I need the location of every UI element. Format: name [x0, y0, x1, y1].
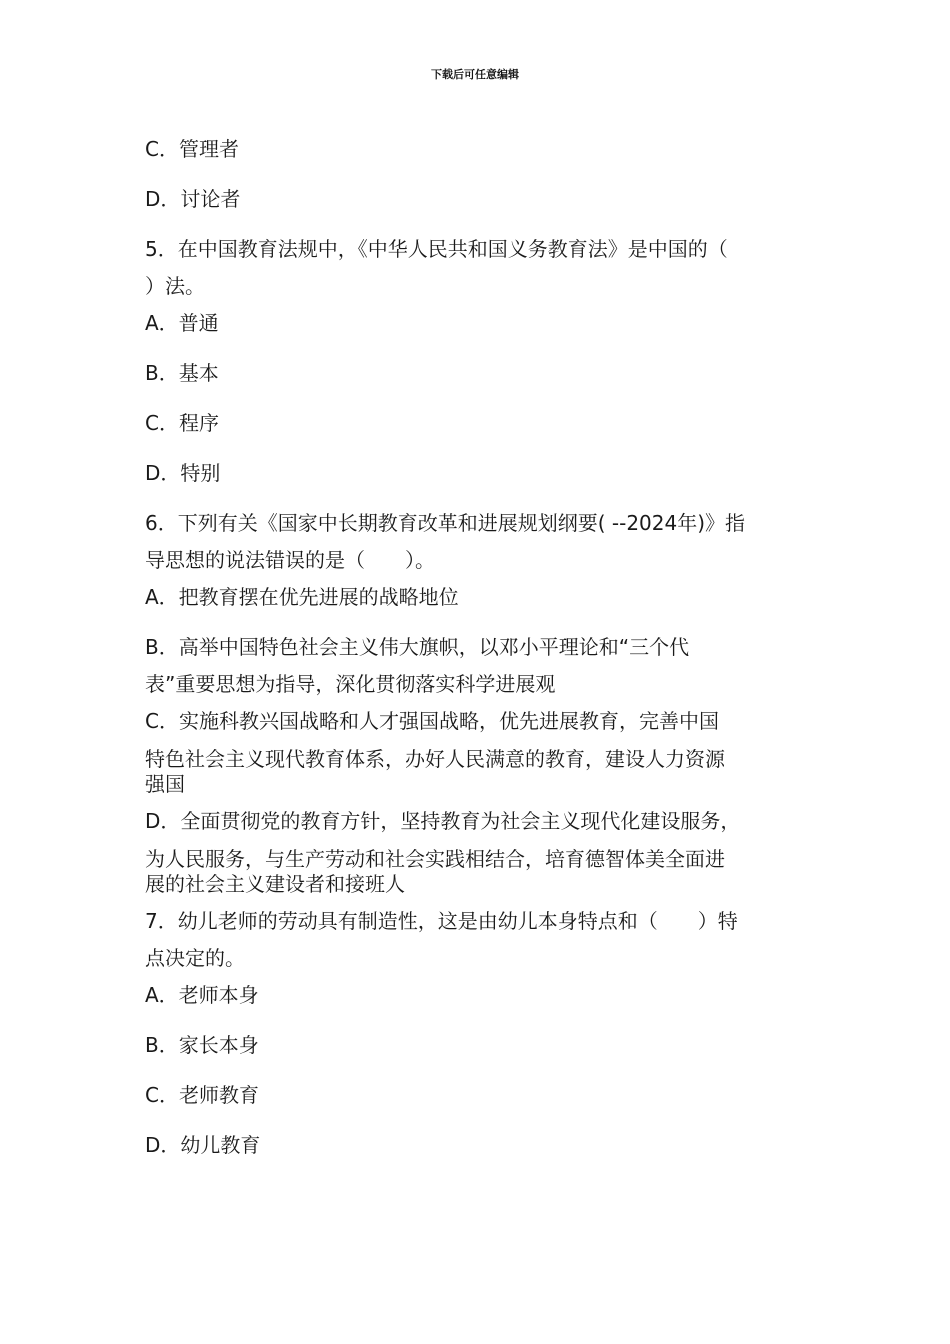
option-a-q6: A．把教育摆在优先进展的战略地位 [145, 585, 459, 609]
option-b-q5: B．基本 [145, 361, 219, 385]
option-d-q5: D．特别 [145, 461, 221, 485]
option-b-q6-line-2: 表”重要思想为指导，深化贯彻落实科学进展观 [145, 672, 556, 696]
option-c-q4: C．管理者 [145, 137, 239, 161]
option-c-q5: C．程序 [145, 411, 219, 435]
option-c-q7: C．老师教育 [145, 1083, 259, 1107]
question-6-line-2: 导思想的说法错误的是（ ）。 [145, 548, 435, 572]
option-a-q5: A．普通 [145, 311, 219, 335]
question-5-line-2: ）法。 [145, 274, 205, 298]
option-a-q7: A．老师本身 [145, 983, 259, 1007]
option-c-q6-line-1: C．实施科教兴国战略和人才强国战略，优先进展教育，完善中国 [145, 709, 719, 733]
page-header: 下载后可任意编辑 [431, 68, 519, 81]
option-d-q6-line-1: D．全面贯彻党的教育方针，坚持教育为社会主义现代化建设服务， [145, 809, 741, 833]
option-d-q6-line-2: 为人民服务，与生产劳动和社会实践相结合，培育德智体美全面进 [145, 847, 725, 871]
option-b-q6-line-1: B．高举中国特色社会主义伟大旗帜，以邓小平理论和“三个代 [145, 635, 690, 659]
option-d-q4: D．讨论者 [145, 187, 241, 211]
question-5-line-1: 5．在中国教育法规中，《中华人民共和国义务教育法》是中国的（ [145, 237, 728, 261]
option-d-q7: D．幼儿教育 [145, 1133, 261, 1157]
question-7-line-2: 点决定的。 [145, 946, 245, 970]
question-7-line-1: 7．幼儿老师的劳动具有制造性，这是由幼儿本身特点和（ ）特 [145, 909, 738, 933]
option-c-q6-line-3: 强国 [145, 772, 185, 796]
option-d-q6-line-3: 展的社会主义建设者和接班人 [145, 872, 405, 896]
option-b-q7: B．家长本身 [145, 1033, 259, 1057]
question-6-line-1: 6．下列有关《国家中长期教育改革和进展规划纲要( --2024年)》指 [145, 511, 746, 535]
option-c-q6-line-2: 特色社会主义现代教育体系，办好人民满意的教育，建设人力资源 [145, 747, 725, 771]
